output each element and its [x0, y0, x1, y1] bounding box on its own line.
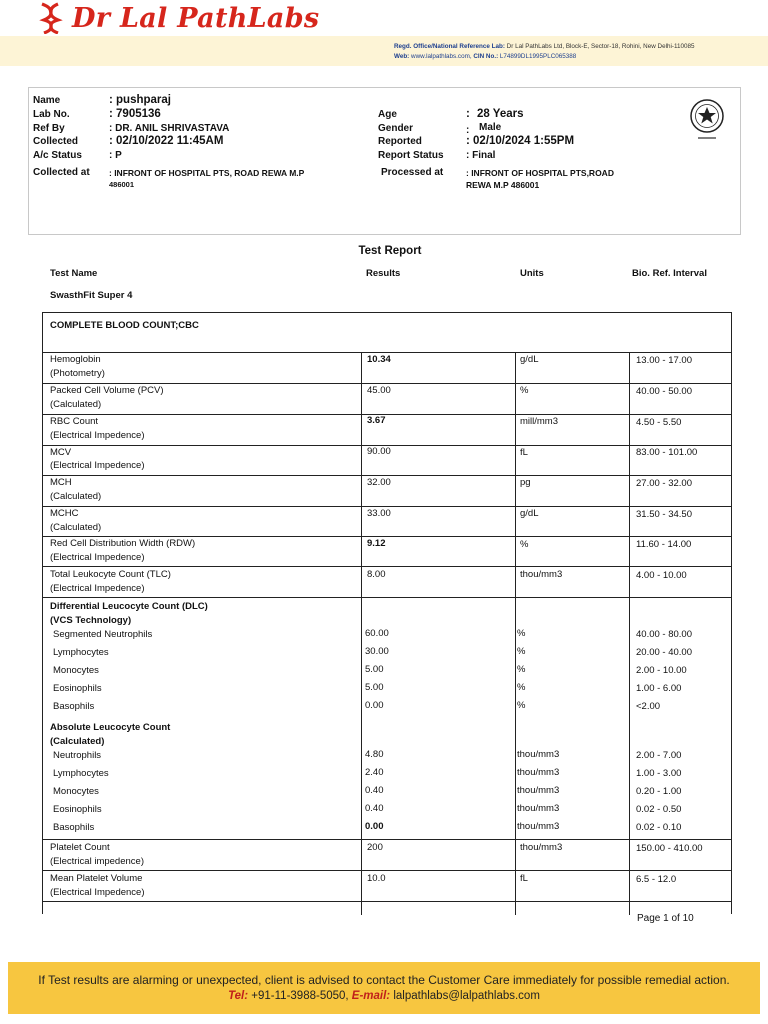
collected-at-label: Collected at — [33, 167, 90, 178]
email-address[interactable]: lalpathlabs@lalpathlabs.com — [393, 990, 540, 1002]
col-units: Units — [520, 268, 544, 279]
page-number: Page 1 of 10 — [637, 913, 694, 924]
collected-date: : 02/10/2022 11:45AM — [109, 135, 224, 147]
refby-label: Ref By — [33, 123, 65, 134]
account-status: : P — [109, 150, 122, 161]
accreditation-seal-icon — [689, 98, 725, 144]
footer-banner — [8, 962, 760, 1014]
processed-at-line1: : INFRONT OF HOSPITAL PTS,ROAD — [466, 168, 614, 178]
gender-label: Gender — [378, 123, 414, 134]
referring-doctor: : DR. ANIL SHRIVASTAVA — [109, 123, 230, 134]
section-title: COMPLETE BLOOD COUNT;CBC — [50, 320, 199, 331]
processed-at-label: Processed at — [381, 167, 444, 178]
results-table: COMPLETE BLOOD COUNT;CBC Hemoglobin (Photometry) 10.34 g/dL 13.00 - 17.00 Packed Cell Volume (PCV) (Calculated) 45.00 % 40.00 - 50.00 RBC Count (Electrical Impedence) 3.67 mill/mm3 4.50 - 5.50 MCV (Electrical Impedence) 90.00 fL 83.00 - 101.00 MCH (Calculated) 32.00 pg 27.00 - 32.00 MCHC (Calculated) 33.00 g/dL 31.50 - 34.50 Red Cell Distribution Width (RDW) (Electrical Impedence) 9.12 % 11.60 - 14.00 Total Leukocyte Count (TLC) (Electrical Impedence) 8.00 thou/mm3 4.00 - 10.00 Differential Leucocyte Count (DLC) (VCS Technology) Segmented Neutrophils 60.00 % 40.00 - 80.00 Lymphocytes 30.00 % 20.00 - 40.00 Monocytes 5.00 % 2.00 - 10.00 Eosinophils 5.00 % 1.00 - 6.00 Basophils 0.00 % <2.00 Absolute Leucocyte Count (Calculated) Neutrophils 4.80 thou/mm3 2.00 - 7.00 Lymphocytes 2.40 thou/mm3 1.00 - 3.00 Monocytes 0.40 thou/mm3 0.20 - 1.00 Eosinophils 0.40 thou/mm3 0.02 - 0.50 Basophils 0.00 thou/mm3 0.02 - 0.10 Platelet Count (Electrical impedence) 200 thou/mm3 150.00 - 410.00 Mean Platelet Volume (Electrical Impedence) 10.0 fL 6.5 - 12.0 — [42, 312, 732, 914]
patient-age: 28 Years — [477, 108, 524, 120]
patient-details — [28, 87, 741, 235]
gender-colon: : — [466, 125, 470, 136]
report-status: : Final — [466, 150, 496, 161]
package-name: SwasthFit Super 4 — [50, 290, 133, 301]
name-label: Name — [33, 95, 61, 106]
report-title: Test Report — [358, 245, 422, 257]
phone-number[interactable]: +91-11-3988-5050, — [251, 990, 349, 1002]
alc-method: (Calculated) — [50, 736, 105, 747]
brand-logo — [38, 0, 319, 36]
age-colon: : — [466, 108, 470, 120]
reported-date: : 02/10/2024 1:55PM — [466, 135, 575, 147]
brand-name: Dr Lal PathLabs — [72, 2, 320, 34]
reported-label: Reported — [378, 136, 422, 147]
office-band — [0, 36, 768, 66]
patient-name: : pushparaj — [109, 94, 171, 106]
age-label: Age — [378, 109, 397, 120]
acstatus-label: A/c Status — [33, 150, 82, 161]
dlc-title: Differential Leucocyte Count (DLC) — [50, 601, 208, 612]
collected-label: Collected — [33, 136, 79, 147]
letterhead — [0, 0, 768, 36]
labno-label: Lab No. — [33, 109, 70, 120]
col-results: Results — [366, 268, 401, 279]
col-test-name: Test Name — [50, 268, 98, 279]
processed-at-line2: REWA M.P 486001 — [466, 180, 540, 190]
office-address: Regd. Office/National Reference Lab: Dr Lal PathLabs Ltd, Block-E, Sector-18, Rohini, New Delhi-110085 Web: www.lalpathlabs.com, CIN No.: L74899DL1995PLC065388 — [394, 43, 695, 60]
alc-title: Absolute Leucocyte Count — [50, 722, 171, 733]
lab-number: : 7905136 — [109, 108, 161, 120]
footer-contact: Tel: +91-11-3988-5050, E-mail: lalpathlabs@lalpathlabs.com — [228, 990, 540, 1002]
footer-notice: If Test results are alarming or unexpected, client is advised to contact the Customer Care immediately for possible remedial action. — [38, 973, 730, 987]
patient-gender: Male — [479, 122, 502, 133]
col-ref-interval: Bio. Ref. Interval — [632, 268, 707, 279]
dlc-method: (VCS Technology) — [50, 615, 132, 626]
collected-at-line2: 486001 — [109, 180, 135, 189]
collected-at-line1: : INFRONT OF HOSPITAL PTS, ROAD REWA M.P — [109, 168, 305, 178]
dna-helix-icon — [38, 2, 64, 34]
report-status-label: Report Status — [378, 150, 444, 161]
